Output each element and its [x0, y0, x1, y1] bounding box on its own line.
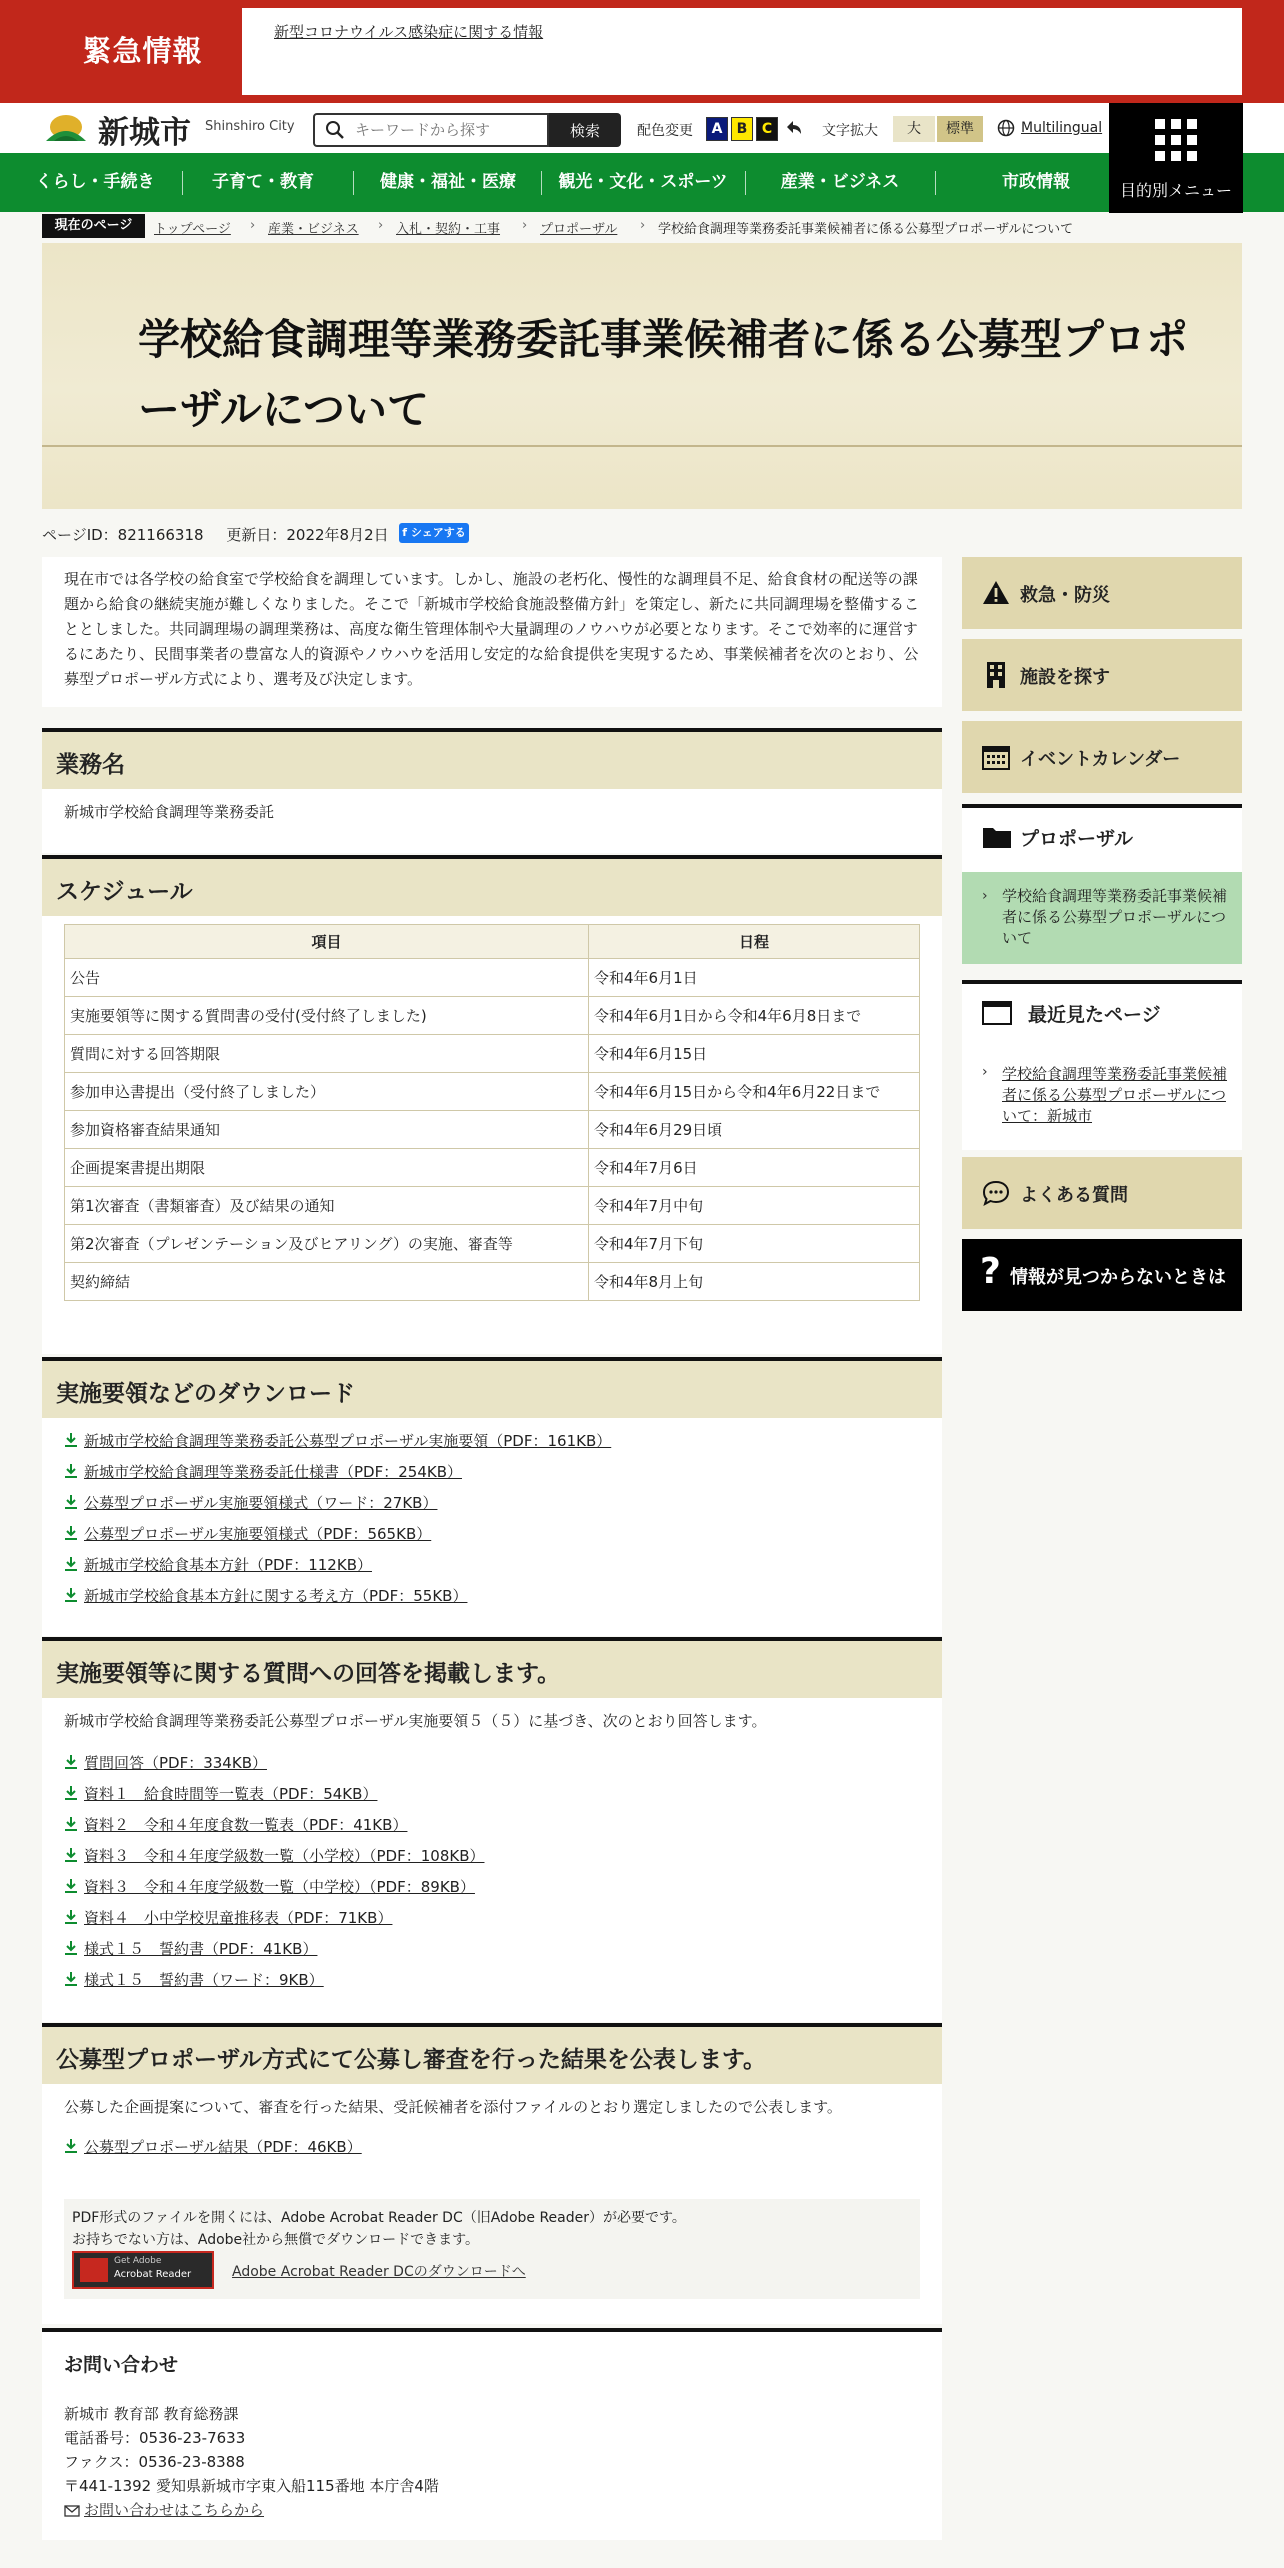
download-icon [64, 1816, 78, 1832]
section-heading-schedule [42, 855, 942, 916]
acrobat-logo-line1: Get Adobe [114, 2256, 162, 2266]
list-item [64, 1907, 484, 1938]
building-icon [982, 661, 1010, 689]
section-heading-text: 実施要領等に関する質問への回答を掲載します。 [56, 1661, 561, 1687]
breadcrumb-item[interactable]: トップページ [154, 222, 231, 237]
download-link[interactable]: 様式１５ 誓約書（ワード：9KB） [84, 1971, 324, 1989]
table-cell: 質問に対する回答期限 [65, 1035, 589, 1073]
list-item [64, 1523, 611, 1554]
acrobat-logo[interactable] [72, 2251, 214, 2289]
chevron-right-icon: › [982, 888, 988, 904]
section-heading-text: スケジュール [56, 879, 193, 905]
contact-form-link[interactable]: お問い合わせはこちらから [84, 2501, 265, 2519]
nav-item-childcare[interactable]: 子育て・教育 [212, 172, 314, 192]
table-cell: 参加資格審査結果通知 [65, 1111, 589, 1149]
color-reset-icon[interactable] [783, 118, 805, 140]
download-list [64, 1430, 611, 1616]
download-icon [64, 1754, 78, 1770]
download-icon [64, 2138, 78, 2154]
table-cell: 第2次審査（プレゼンテーション及びヒアリング）の実施、審査等 [65, 1225, 589, 1263]
sidebar-proposal-item[interactable] [962, 872, 1242, 964]
download-link[interactable]: 資料２ 令和４年度食数一覧表（PDF：41KB） [84, 1816, 408, 1834]
contact-details [64, 2402, 439, 2522]
global-nav [0, 153, 1284, 212]
nav-item-health[interactable]: 健康・福祉・医療 [380, 172, 516, 192]
table-row [65, 1225, 920, 1263]
download-icon [64, 1556, 78, 1572]
contact-heading: お問い合わせ [64, 2354, 179, 2376]
business-name: 新城市学校給食調理等業務委託 [64, 803, 275, 821]
list-item [64, 1938, 484, 1969]
city-logo-icon[interactable] [44, 111, 88, 147]
color-change-label: 配色変更 [637, 123, 693, 139]
updated-date: 更新日：2022年8月2日 [226, 526, 389, 544]
section-heading-business [42, 728, 942, 789]
page-id: ページID：821166318 [42, 526, 204, 544]
chevron-right-icon: › [522, 218, 528, 233]
emergency-box [242, 8, 1242, 95]
table-cell: 令和4年6月1日から令和4年6月8日まで [589, 997, 920, 1035]
table-cell: 令和4年6月15日から令和4年6月22日まで [589, 1073, 920, 1111]
color-b-button[interactable]: B [731, 117, 753, 141]
table-cell: 公告 [65, 959, 589, 997]
nav-item-government[interactable]: 市政情報 [1002, 172, 1070, 192]
table-row [65, 997, 920, 1035]
title-underline [42, 445, 1242, 447]
acrobat-text [72, 2207, 686, 2251]
list-item [64, 1585, 611, 1616]
emergency-banner [0, 0, 1284, 103]
list-item [64, 1554, 611, 1585]
contact-dept: 新城市 教育部 教育総務課 [64, 2405, 239, 2423]
intro-text: 現在市では各学校の給食室で学校給食を調理しています。しかし、施設の老朽化、慢性的な調理員不足、給食食材の配送等の課題から給食の継続実施が難しくなりました。そこで「新城市学校給食施設整備方針」を策定し、新たに共同調理場を整備することとしました。共同調理場の調理業務は、高度な衛生管理体制や大量調理のノウハウが必要となります。そこで効率的に運営するにあたり、民間事業者の豊富な人的資源やノウハウを活用し安定的な給食提供を実現するため、事業候補者を次のとおり、公募型プロポーザル方式により、選考及び決定します。 [42, 557, 942, 707]
sidebar-emergency-button[interactable] [962, 557, 1242, 629]
download-icon [64, 1432, 78, 1448]
download-link[interactable]: 公募型プロポーザル実施要領様式（PDF：565KB） [84, 1525, 432, 1543]
chevron-right-icon: › [982, 1064, 988, 1080]
speech-bubble-icon [982, 1179, 1010, 1207]
chevron-right-icon: › [378, 218, 384, 233]
section-body-answers [42, 1698, 942, 2022]
table-row [65, 1149, 920, 1187]
question-mark-icon: ? [980, 1251, 1001, 1292]
results-list [64, 2136, 362, 2167]
table-cell: 令和4年7月下旬 [589, 1225, 920, 1263]
download-link[interactable]: 資料４ 小中学校児童推移表（PDF：71KB） [84, 1909, 393, 1927]
table-cell: 参加申込書提出（受付終了しました） [65, 1073, 589, 1111]
logo-subtext: Shinshiro City [205, 119, 295, 134]
breadcrumb-current: 学校給食調理等業務委託事業候補者に係る公募型プロポーザルについて [658, 222, 1074, 237]
download-icon [64, 1909, 78, 1925]
search-input[interactable] [355, 118, 540, 142]
globe-icon [997, 119, 1015, 137]
sidebar-faq-label: よくある質問 [1020, 1185, 1128, 1206]
sidebar-recent-box [962, 980, 1242, 1150]
download-icon [64, 1525, 78, 1541]
sidebar-events-button[interactable] [962, 721, 1242, 793]
contact-box [42, 2328, 942, 2540]
acrobat-line: お持ちでない方は、Adobe社から無償でダウンロードできます。 [72, 2232, 480, 2248]
table-cell: 令和4年8月上旬 [589, 1263, 920, 1301]
download-icon [64, 1494, 78, 1510]
download-link[interactable]: 資料３ 令和４年度学級数一覧（小学校）（PDF：108KB） [84, 1847, 485, 1865]
breadcrumb-item[interactable]: 入札・契約・工事 [396, 222, 501, 237]
table-cell: 実施要領等に関する質問書の受付(受付終了しました) [65, 997, 589, 1035]
breadcrumb-item[interactable]: プロポーザル [540, 222, 618, 237]
section-heading-text: 実施要領などのダウンロード [56, 1381, 355, 1407]
schedule-table [64, 924, 920, 1301]
font-large-button[interactable]: 大 [893, 116, 935, 142]
download-icon [64, 1971, 78, 1987]
folder-icon [982, 824, 1012, 850]
logo-text[interactable]: 新城市 [98, 115, 191, 151]
download-link[interactable]: 質問回答（PDF：334KB） [84, 1754, 267, 1772]
section-heading-results [42, 2023, 942, 2084]
acrobat-icon [80, 2258, 108, 2282]
sidebar-proposal-box [962, 804, 1242, 964]
section-body-results [42, 2084, 942, 2324]
nav-item-business[interactable]: 産業・ビジネス [780, 172, 900, 192]
sidebar-faq-button[interactable] [962, 1157, 1242, 1229]
list-item [64, 1752, 484, 1783]
download-icon [64, 1847, 78, 1863]
download-link[interactable]: 新城市学校給食調理等業務委託公募型プロポーザル実施要領（PDF：161KB） [84, 1432, 612, 1450]
download-icon [64, 1463, 78, 1479]
table-cell: 令和4年6月29日頃 [589, 1111, 920, 1149]
menu-label: 目的別メニュー [1119, 181, 1232, 200]
search-button[interactable]: 検索 [549, 113, 621, 147]
sidebar-recent-link[interactable]: 学校給食調理等業務委託事業候補者に係る公募型プロポーザルについて：新城市 [1002, 1065, 1228, 1125]
color-a-button[interactable]: A [706, 117, 728, 141]
list-item [64, 1814, 484, 1845]
grid-menu-icon [1153, 117, 1199, 163]
sidebar-notfound-label: 情報が見つからないときは [1010, 1267, 1226, 1288]
table-row [65, 1073, 920, 1111]
sidebar-recent-heading: 最近見たページ [1028, 1004, 1161, 1026]
download-link[interactable]: 新城市学校給食調理等業務委託仕様書（PDF：254KB） [84, 1463, 462, 1481]
table-cell: 令和4年7月6日 [589, 1149, 920, 1187]
download-icon [64, 1940, 78, 1956]
chevron-right-icon: › [250, 218, 256, 233]
mail-icon [64, 2505, 80, 2517]
page-title-area [42, 243, 1242, 509]
table-header: 項目 [65, 925, 589, 959]
download-icon [64, 1785, 78, 1801]
sidebar-proposal-item-label: 学校給食調理等業務委託事業候補者に係る公募型プロポーザルについて [1002, 887, 1228, 947]
list-item [64, 1461, 611, 1492]
emergency-label: 緊急情報 [82, 34, 203, 68]
section-heading-downloads [42, 1357, 942, 1418]
answers-list [64, 1752, 484, 2000]
breadcrumb-item[interactable]: 産業・ビジネス [268, 222, 359, 237]
download-link[interactable]: 新城市学校給食基本方針に関する考え方（PDF：55KB） [84, 1587, 468, 1605]
list-item [64, 2136, 362, 2167]
contact-tel: 電話番号：0536-23-7633 [64, 2429, 246, 2447]
sidebar-proposal-heading: プロポーザル [1020, 828, 1134, 850]
list-item [64, 1845, 484, 1876]
sidebar-events-label: イベントカレンダー [1020, 749, 1181, 770]
download-link[interactable]: 資料１ 給食時間等一覧表（PDF：54KB） [84, 1785, 378, 1803]
results-text: 公募した企画提案について、審査を行った結果、受託候補者を添付ファイルのとおり選定しましたので公表します。 [64, 2098, 842, 2116]
list-item [64, 1783, 484, 1814]
site-header [0, 103, 1284, 153]
list-item [64, 1876, 484, 1907]
multilingual-link[interactable]: Multilingual [1021, 120, 1103, 136]
acrobat-logo-line2: Acrobat Reader [114, 2269, 192, 2280]
download-link[interactable]: 新城市学校給食基本方針（PDF：112KB） [84, 1556, 372, 1574]
section-heading-text: 業務名 [56, 752, 125, 778]
section-body-downloads [42, 1418, 942, 1636]
breadcrumb-label: 現在のページ [42, 214, 145, 238]
acrobat-notice [64, 2199, 920, 2299]
warning-icon [982, 579, 1010, 607]
list-item [64, 1430, 611, 1461]
download-link[interactable]: 公募型プロポーザル結果（PDF：46KB） [84, 2138, 362, 2156]
browser-window-icon [982, 1000, 1012, 1026]
facebook-share-button[interactable] [399, 523, 469, 543]
font-standard-button[interactable]: 標準 [937, 116, 983, 142]
nav-item-living[interactable]: くらし・手続き [35, 172, 155, 192]
list-item [64, 1969, 484, 2000]
chevron-right-icon: › [640, 218, 646, 233]
acrobat-line: PDF形式のファイルを開くには、Adobe Acrobat Reader DC（旧Adobe Reader）が必要です。 [72, 2210, 686, 2226]
page-meta [42, 524, 389, 545]
contact-fax: ファクス：0536-23-8388 [64, 2453, 245, 2471]
answers-text: 新城市学校給食調理等業務委託公募型プロポーザル実施要領５（５）に基づき、次のとおり回答します。 [64, 1712, 767, 1730]
facebook-icon: f [402, 526, 411, 539]
nav-item-tourism[interactable]: 観光・文化・スポーツ [558, 172, 728, 192]
section-heading-text: 公募型プロポーザル方式にて公募し審査を行った結果を公表します。 [56, 2047, 767, 2073]
font-size-label: 文字拡大 [822, 123, 878, 139]
calendar-icon [982, 743, 1010, 771]
color-c-button[interactable]: C [756, 117, 778, 141]
table-cell: 令和4年7月中旬 [589, 1187, 920, 1225]
search-icon [325, 120, 345, 140]
section-body-business [42, 789, 942, 853]
table-cell: 第1次審査（書類審査）及び結果の通知 [65, 1187, 589, 1225]
table-cell: 令和4年6月15日 [589, 1035, 920, 1073]
section-heading-answers [42, 1637, 942, 1698]
sidebar-emergency-label: 救急・防災 [1020, 585, 1110, 606]
sidebar-notfound-button[interactable] [962, 1239, 1242, 1311]
download-link[interactable]: 資料３ 令和４年度学級数一覧（中学校）（PDF：89KB） [84, 1878, 475, 1896]
table-cell: 企画提案書提出期限 [65, 1149, 589, 1187]
search-box [313, 113, 549, 147]
download-icon [64, 1587, 78, 1603]
share-label: シェアする [410, 526, 466, 539]
download-icon [64, 1878, 78, 1894]
sidebar-facility-button[interactable] [962, 639, 1242, 711]
table-row [65, 1187, 920, 1225]
acrobat-download-link[interactable]: Adobe Acrobat Reader DCのダウンロードへ [232, 2264, 526, 2280]
table-row [65, 1035, 920, 1073]
section-body-schedule [42, 916, 942, 1354]
table-header: 日程 [589, 925, 920, 959]
table-cell: 令和4年6月1日 [589, 959, 920, 997]
contact-address: 〒441-1392 愛知県新城市字東入船115番地 本庁舎4階 [64, 2477, 439, 2495]
download-link[interactable]: 公募型プロポーザル実施要領様式（ワード：27KB） [84, 1494, 438, 1512]
table-row [65, 1263, 920, 1301]
list-item [64, 1492, 611, 1523]
table-cell: 契約締結 [65, 1263, 589, 1301]
download-link[interactable]: 様式１５ 誓約書（PDF：41KB） [84, 1940, 318, 1958]
sidebar-facility-label: 施設を探す [1020, 667, 1110, 688]
purpose-menu-button[interactable] [1109, 103, 1243, 213]
emergency-link[interactable]: 新型コロナウイルス感染症に関する情報 [274, 23, 544, 41]
page-title: 学校給食調理等業務委託事業候補者に係る公募型プロポーザルについて [138, 315, 1189, 434]
table-row [65, 959, 920, 997]
table-row [65, 1111, 920, 1149]
